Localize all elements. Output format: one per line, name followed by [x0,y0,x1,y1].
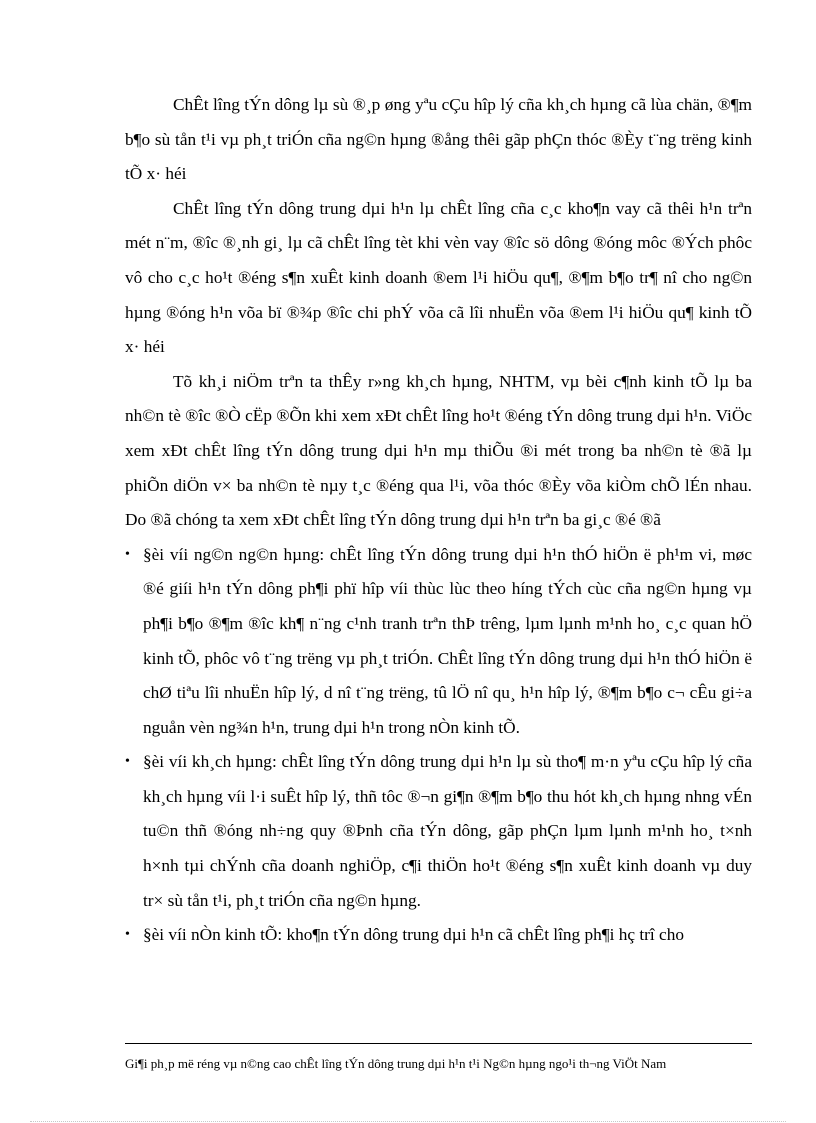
footer-divider [125,1043,752,1044]
paragraph: Tõ kh¸i niÖm trªn ta thÊy r»ng kh¸ch hµng, NHTM, vµ bèi c¶nh kinh tÕ lµ ba nh©n tè ®îc ®Ò cËp ®Õn khi xem xÐt chÊt lîng ho¹t ®éng tÝn dông trung dµi h¹n. ViÖc xem xÐt chÊt lîng tÝn dông trung dµi h¹n mµ thiÕu ®i mét trong ba nh©n tè ®ã lµ phiÕn diÖn v× ba nh©n tè nµy t¸c ®éng qua l¹i, võa thóc ®Èy võa kiÒm chÕ lÉn nhau. Do ®ã chóng ta xem xÐt chÊt lîng tÝn dông trung dµi h¹n trªn ba gi¸c ®é ®ã [125,371,752,530]
paragraph: ChÊt lîng tÝn dông lµ sù ®¸p øng yªu cÇu hîp lý cña kh¸ch hµng cã lùa chän, ®¶m b¶o sù tån t¹i vµ ph¸t triÓn cña ng©n hµng ®ång thêi gãp phÇn thóc ®Èy t¨ng trëng kinh tÕ x· héi [125,95,752,184]
bullet-item [125,918,752,953]
bullet-text: §èi víi kh¸ch hµng: chÊt lîng tÝn dông trung dµi h¹n lµ sù tho¶ m·n yªu cÇu hîp lý cña kh¸ch hµng víi l·i suÊt hîp lý, thñ tôc ®¬n gi¶n ®¶m b¶o thu hót kh¸ch hµng nhng vÉn tu©n thñ ®óng nh÷ng quy ®Þnh cña tÝn dông, gãp phÇn lµm lµnh m¹nh ho¸ t×nh h×nh tµi chÝnh cña doanh nghiÖp, c¶i thiÖn ho¹t ®éng s¶n xuÊt kinh doanh vµ duy tr× sù tån t¹i, ph¸t triÓn cña ng©n hµng. [143,752,752,910]
page-footer: Gi¶i ph¸p më réng vµ n©ng cao chÊt lîng tÝn dông trung dµi h¹n t¹i Ng©n hµng ngo¹i th¬ng ViÖt Nam [125,1056,667,1071]
bullet-list [125,538,752,953]
bullet-item [125,745,752,918]
paragraph: ChÊt lîng tÝn dông trung dµi h¹n lµ chÊt lîng cña c¸c kho¶n vay cã thêi h¹n trªn mét n¨m, ®îc ®¸nh gi¸ lµ cã chÊt lîng tèt khi vèn vay ®îc sö dông ®óng môc ®Ých phôc vô cho c¸c ho¹t ®éng s¶n xuÊt kinh doanh ®em l¹i hiÖu qu¶, ®¶m b¶o tr¶ nî cho ng©n hµng ®óng h¹n võa bï ®¾p ®îc chi phÝ võa cã lîi nhuËn võa ®em l¹i hiÖu qu¶ kinh tÕ x· héi [125,198,752,357]
bullet-icon: • [125,927,130,943]
body-text [125,88,752,953]
bullet-icon: • [125,754,130,770]
bullet-text: §èi víi ng©n ng©n hµng: chÊt lîng tÝn dông trung dµi h¹n thÓ hiÖn ë ph¹m vi, møc ®é giíi h¹n tÝn dông ph¶i phï hîp víi thùc lùc theo híng tÝch cùc cña ng©n hµng vµ ph¶i b¶o ®¶m ®îc kh¶ n¨ng c¹nh tranh trªn thÞ trêng, lµm lµnh m¹nh ho¸ c¸c quan hÖ kinh tÕ, phôc vô t¨ng trëng vµ ph¸t triÓn. ChÊt lîng tÝn dông trung dµi h¹n thÓ hiÖn ë chØ tiªu lîi nhuËn hîp lý, d nî t¨ng trëng, tû lÖ nî qu¸ h¹n hîp lý, ®¶m b¶o c¬ cÊu gi÷a nguån vèn ng¾n h¹n, trung dµi h¹n trong nÒn kinh tÕ. [143,544,752,737]
bullet-text: §èi víi nÒn kinh tÕ: kho¶n tÝn dông trung dµi h¹n cã chÊt lîng ph¶i hç trî cho [143,925,685,945]
bullet-item [125,538,752,746]
bullet-icon: • [125,546,130,562]
page-edge-divider [30,1121,786,1122]
